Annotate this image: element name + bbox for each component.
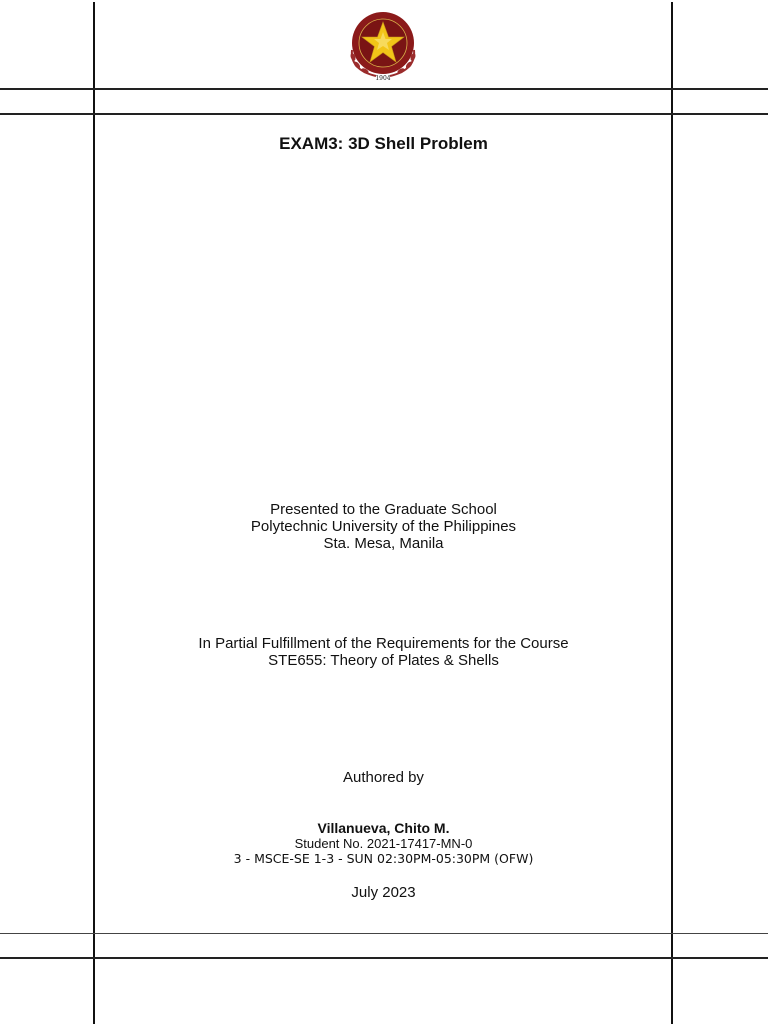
document-title: EXAM3: 3D Shell Problem [279,134,488,153]
seal-year-text: 1904 [375,75,391,82]
section-schedule: 3 - MSCE-SE 1-3 - SUN 02:30PM-05:30PM (OFW) [233,851,534,866]
frame-top-line-2 [0,113,768,115]
fulfillment-line-2: STE655: Theory of Plates & Shells [268,652,499,669]
document-date: July 2023 [351,884,416,901]
frame-top-line-1 [0,88,768,90]
student-number: Student No. 2021-17417-MN-0 [294,836,473,851]
authored-by-label: Authored by [343,769,424,786]
presented-line-1: Presented to the Graduate School [270,501,497,518]
frame-bottom-line-1 [0,933,768,934]
frame-bottom-line-2 [0,957,768,959]
fulfillment-line-1: In Partial Fulfillment of the Requirements for the Course [198,635,569,652]
presented-line-3: Sta. Mesa, Manila [323,535,444,552]
university-seal-logo [338,10,428,82]
author-name: Villanueva, Chito M. [317,820,450,836]
presented-line-2: Polytechnic University of the Philippines [250,518,517,535]
